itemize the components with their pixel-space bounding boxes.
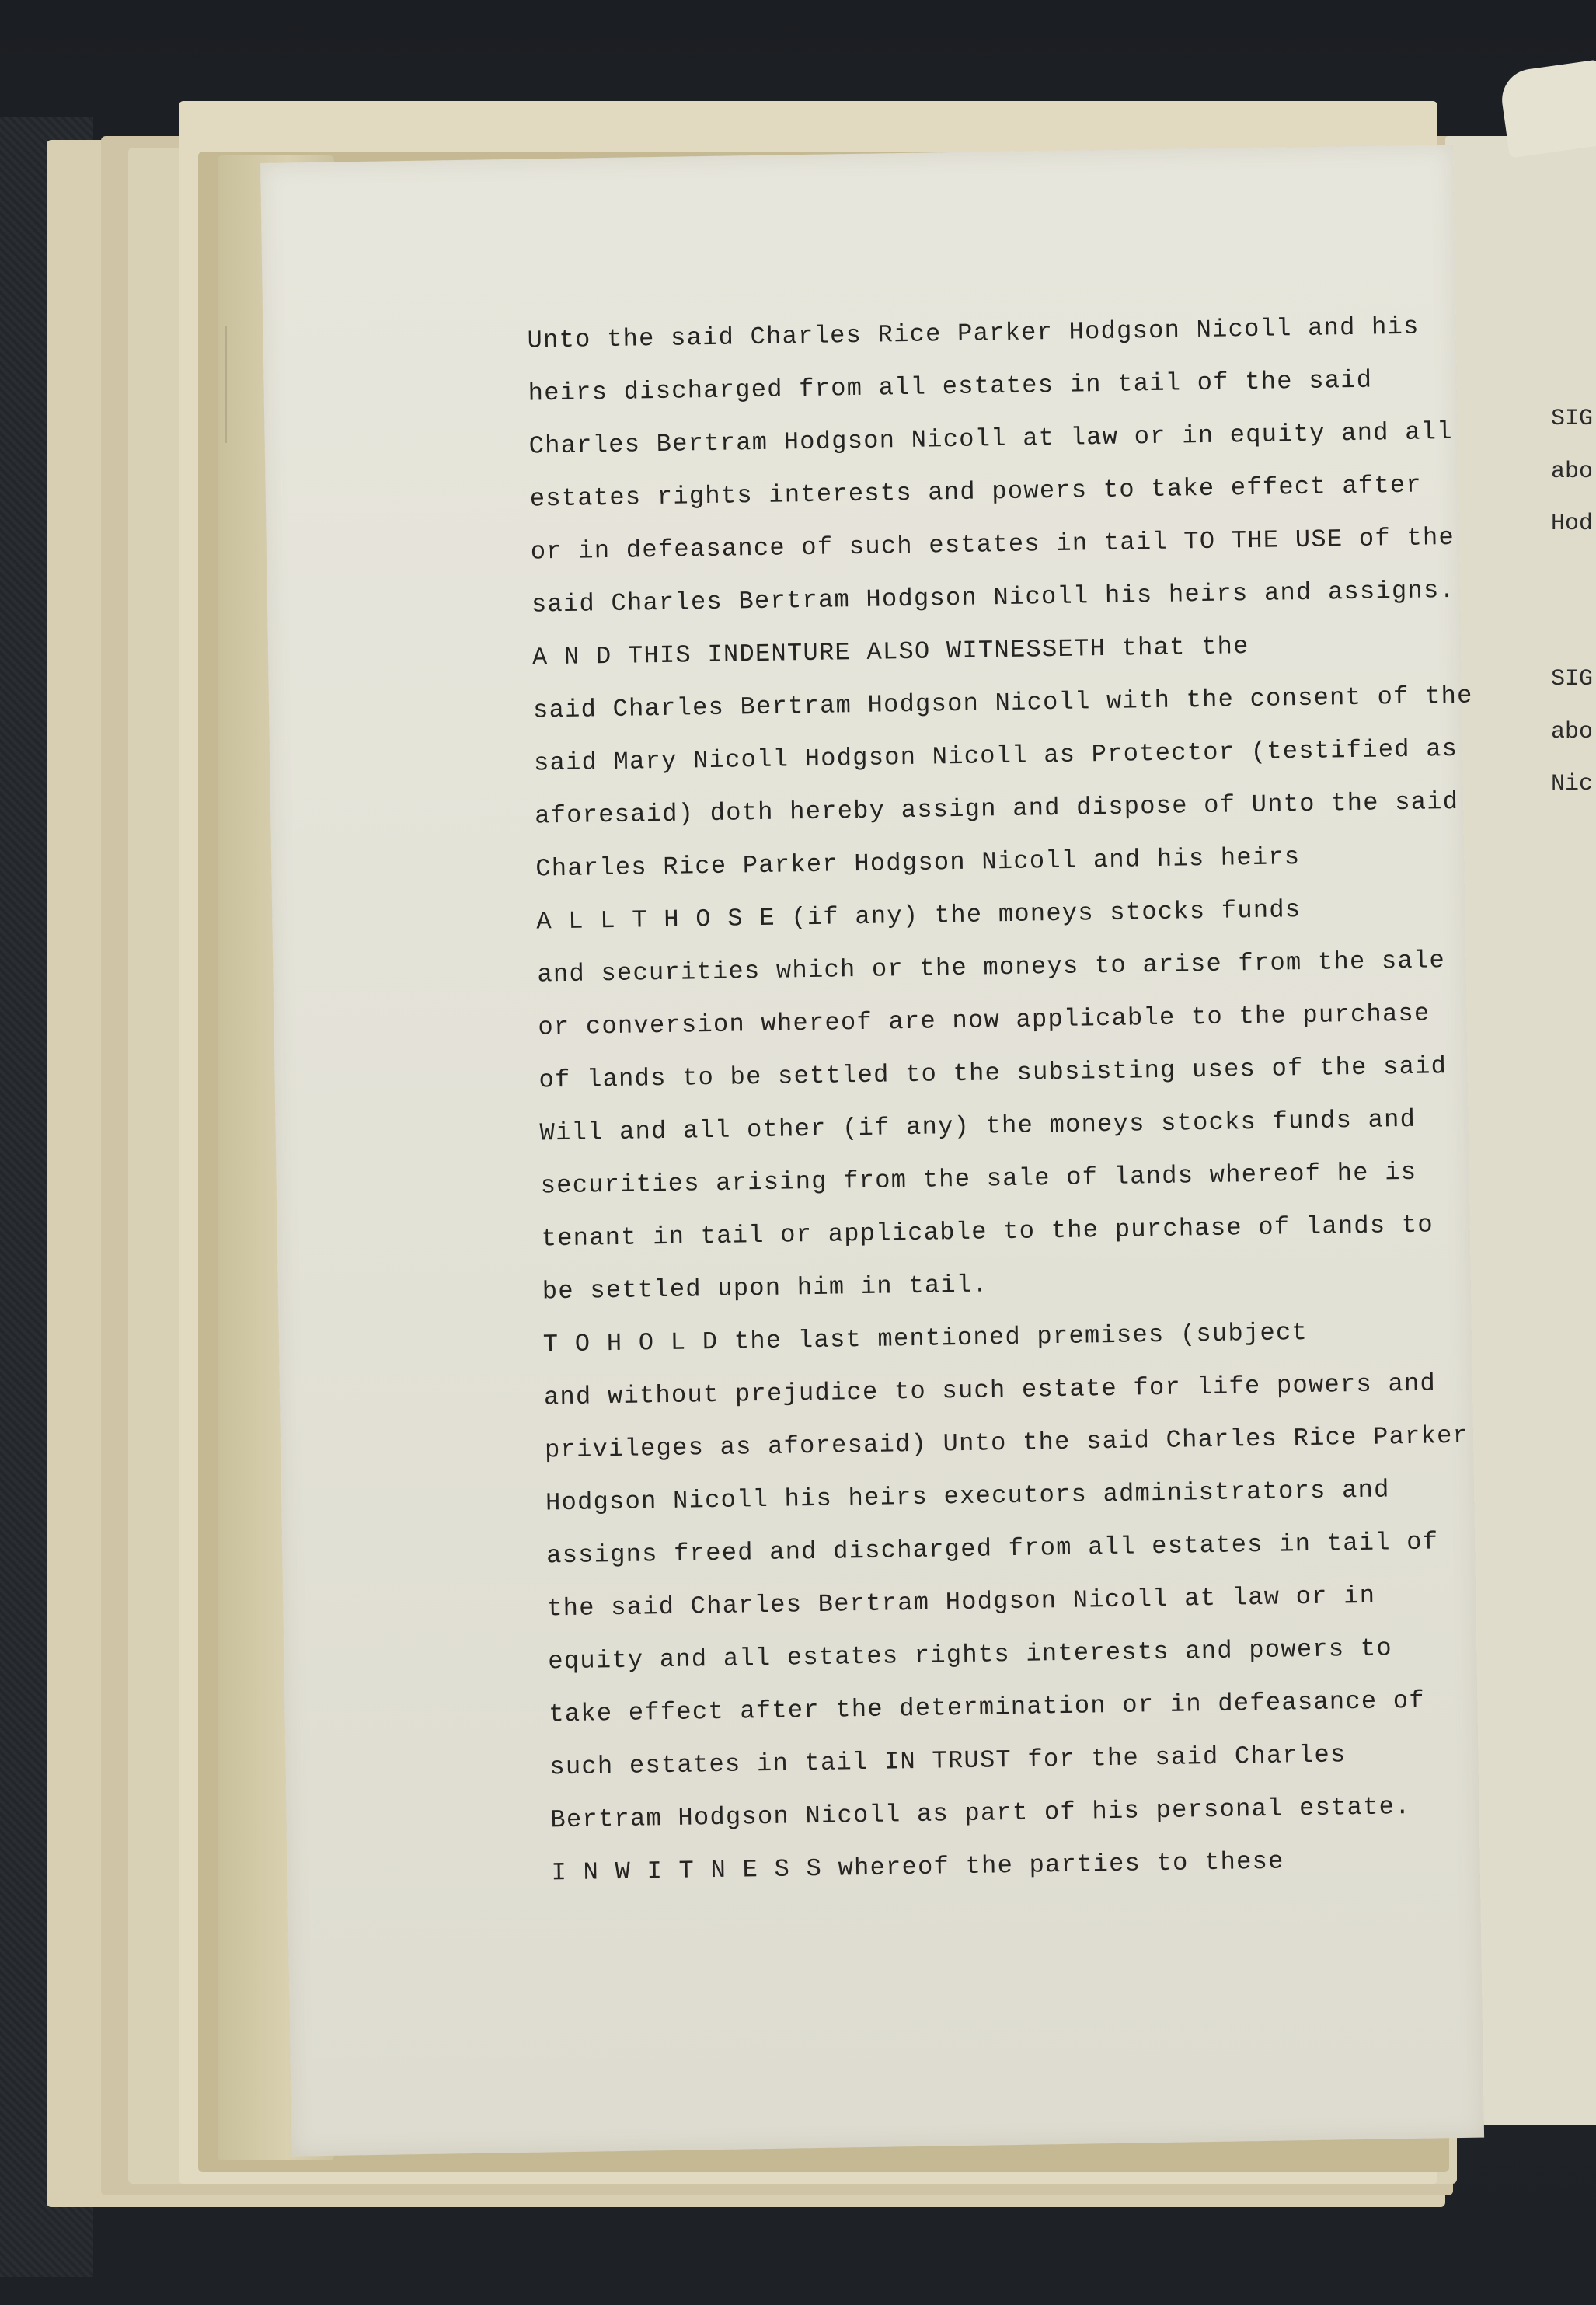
typed-text-block	[527, 312, 1473, 1888]
text-line: Will and all other (if any) the moneys stocks funds and	[539, 1104, 1417, 1148]
facing-page-fragment: SIG	[1551, 406, 1594, 432]
facing-page-fragment: SIG	[1551, 666, 1594, 692]
text-line: such estates in tail IN TRUST for the said Charles	[549, 1740, 1347, 1782]
text-line: said Mary Nicoll Hodgson Nicoll as Protector (testified as	[533, 734, 1458, 778]
text-line: of lands to be settled to the subsisting uses of the said	[538, 1051, 1448, 1095]
text-line: be settled upon him in tail.	[542, 1270, 989, 1306]
text-line: I N W I T N E S S whereof the parties to these	[551, 1846, 1284, 1888]
facing-page-fragment: Hod	[1551, 511, 1594, 537]
text-line: Hodgson Nicoll his heirs executors administrators and	[545, 1475, 1390, 1518]
text-line: heirs discharged from all estates in tail of the said	[528, 365, 1373, 408]
facing-page-fragment: abo	[1551, 459, 1594, 485]
text-line: equity and all estates rights interests and powers to	[548, 1634, 1393, 1676]
text-line: privileges as aforesaid) Unto the said Charles Rice Parker	[544, 1421, 1469, 1465]
text-line: the said Charles Bertram Hodgson Nicoll at law or in	[546, 1581, 1376, 1623]
text-line: and without prejudice to such estate for life powers and	[543, 1369, 1437, 1412]
text-line: aforesaid) doth hereby assign and dispose of Unto the said	[534, 786, 1459, 831]
pencil-margin-note	[225, 326, 250, 443]
text-line: take effect after the determination or in defeasance of	[549, 1686, 1426, 1729]
text-line: or in defeasance of such estates in tail TO THE USE of the	[530, 522, 1455, 567]
text-line: assigns freed and discharged from all estates in tail of	[545, 1527, 1439, 1571]
text-line: Unto the said Charles Rice Parker Hodgson Nicoll and his	[527, 312, 1420, 355]
text-line: said Charles Bertram Hodgson Nicoll his heirs and assigns.	[531, 575, 1456, 619]
text-line: said Charles Bertram Hodgson Nicoll with the consent of the	[532, 681, 1473, 725]
text-line: A N D THIS INDENTURE ALSO WITNESSETH that the	[531, 632, 1249, 672]
text-line: and securities which or the moneys to arise from the sale	[537, 946, 1446, 989]
text-line: securities arising from the sale of lands whereof he is	[540, 1157, 1417, 1201]
text-line: estates rights interests and powers to take effect after	[529, 470, 1423, 514]
text-line: Charles Rice Parker Hodgson Nicoll and his heirs	[535, 842, 1301, 884]
text-line: Charles Bertram Hodgson Nicoll at law or in equity and all	[528, 417, 1454, 461]
facing-page-fragment: abo	[1551, 719, 1594, 745]
text-line: or conversion whereof are now applicable to the purchase	[538, 999, 1430, 1042]
facing-page-fragment: Nic	[1551, 771, 1594, 797]
typed-page	[260, 145, 1484, 2157]
text-line: A L L T H O S E (if any) the moneys stocks funds	[536, 895, 1302, 936]
text-line: tenant in tail or applicable to the purchase of lands to	[541, 1210, 1434, 1254]
text-line: T O H O L D the last mentioned premises (subject	[542, 1318, 1309, 1359]
text-line: Bertram Hodgson Nicoll as part of his personal estate.	[550, 1792, 1411, 1835]
facing-page-corner	[1498, 59, 1596, 158]
